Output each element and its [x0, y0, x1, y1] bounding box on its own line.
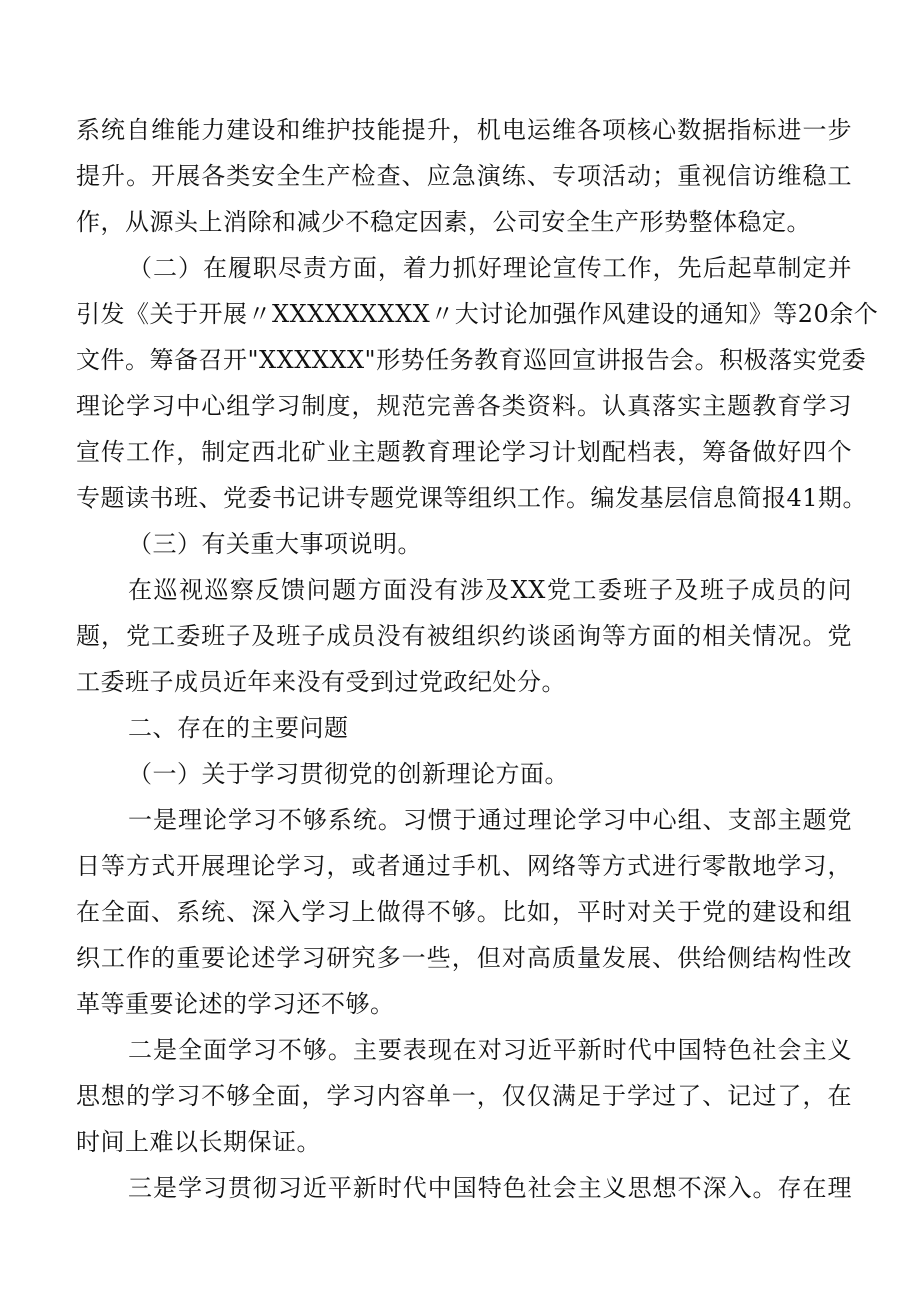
text-line: 提升。开展各类安全生产检查、应急演练、专项活动；重视信访维稳工 [76, 162, 852, 190]
text-line: 在巡视巡察反馈问题方面没有涉及XX党工委班子及班子成员的问 [128, 576, 852, 604]
text-line: 在全面、系统、深入学习上做得不够。比如，平时对关于党的建设和组 [76, 898, 852, 926]
text-line: 日等方式开展理论学习，或者通过手机、网络等方式进行零散地学习， [76, 852, 852, 880]
text-line: 革等重要论述的学习还不够。 [76, 990, 395, 1018]
text-line: 专题读书班、党委书记讲专题党课等组织工作。编发基层信息简报41期。 [76, 484, 868, 512]
text-line: 宣传工作，制定西北矿业主题教育理论学习计划配档表，筹备做好四个 [76, 438, 852, 466]
text-line: 题，党工委班子及班子成员没有被组织约谈函询等方面的相关情况。党 [76, 622, 852, 650]
text-line: 文件。筹备召开"XXXXXX"形势任务教育巡回宣讲报告会。积极落实党委 [76, 346, 867, 374]
text-line: 三是学习贯彻习近平新时代中国特色社会主义思想不深入。存在理 [128, 1174, 852, 1202]
text-line: 作，从源头上消除和减少不稳定因素，公司安全生产形势整体稳定。 [76, 208, 811, 236]
text-line: 工委班子成员近年来没有受到过党政纪处分。 [76, 668, 566, 696]
main-section-heading: 二、存在的主要问题 [128, 714, 349, 742]
text-line: 一是理论学习不够系统。习惯于通过理论学习中心组、支部主题党 [128, 806, 852, 834]
section-heading-3: （三）有关重大事项说明。 [128, 530, 422, 558]
text-line: 系统自维能力建设和维护技能提升，机电运维各项核心数据指标进一步 [76, 116, 852, 144]
text-line: 织工作的重要论述学习研究多一些，但对高质量发展、供给侧结构性改 [76, 944, 852, 972]
text-line: 理论学习中心组学习制度，规范完善各类资料。认真落实主题教育学习 [76, 392, 852, 420]
section-heading-2: （二）在履职尽责方面，着力抓好理论宣传工作，先后起草制定并 [128, 254, 852, 282]
text-line: 引发《关于开展〃XXXXXXXXX〃大讨论加强作风建设的通知》等20余个 [76, 300, 879, 328]
text-line: 时间上难以长期保证。 [76, 1128, 321, 1156]
text-line: 思想的学习不够全面，学习内容单一，仅仅满足于学过了、记过了，在 [76, 1082, 852, 1110]
text-line: 二是全面学习不够。主要表现在对习近平新时代中国特色社会主义 [128, 1036, 852, 1064]
subsection-heading-1: （一）关于学习贯彻党的创新理论方面。 [128, 760, 569, 788]
